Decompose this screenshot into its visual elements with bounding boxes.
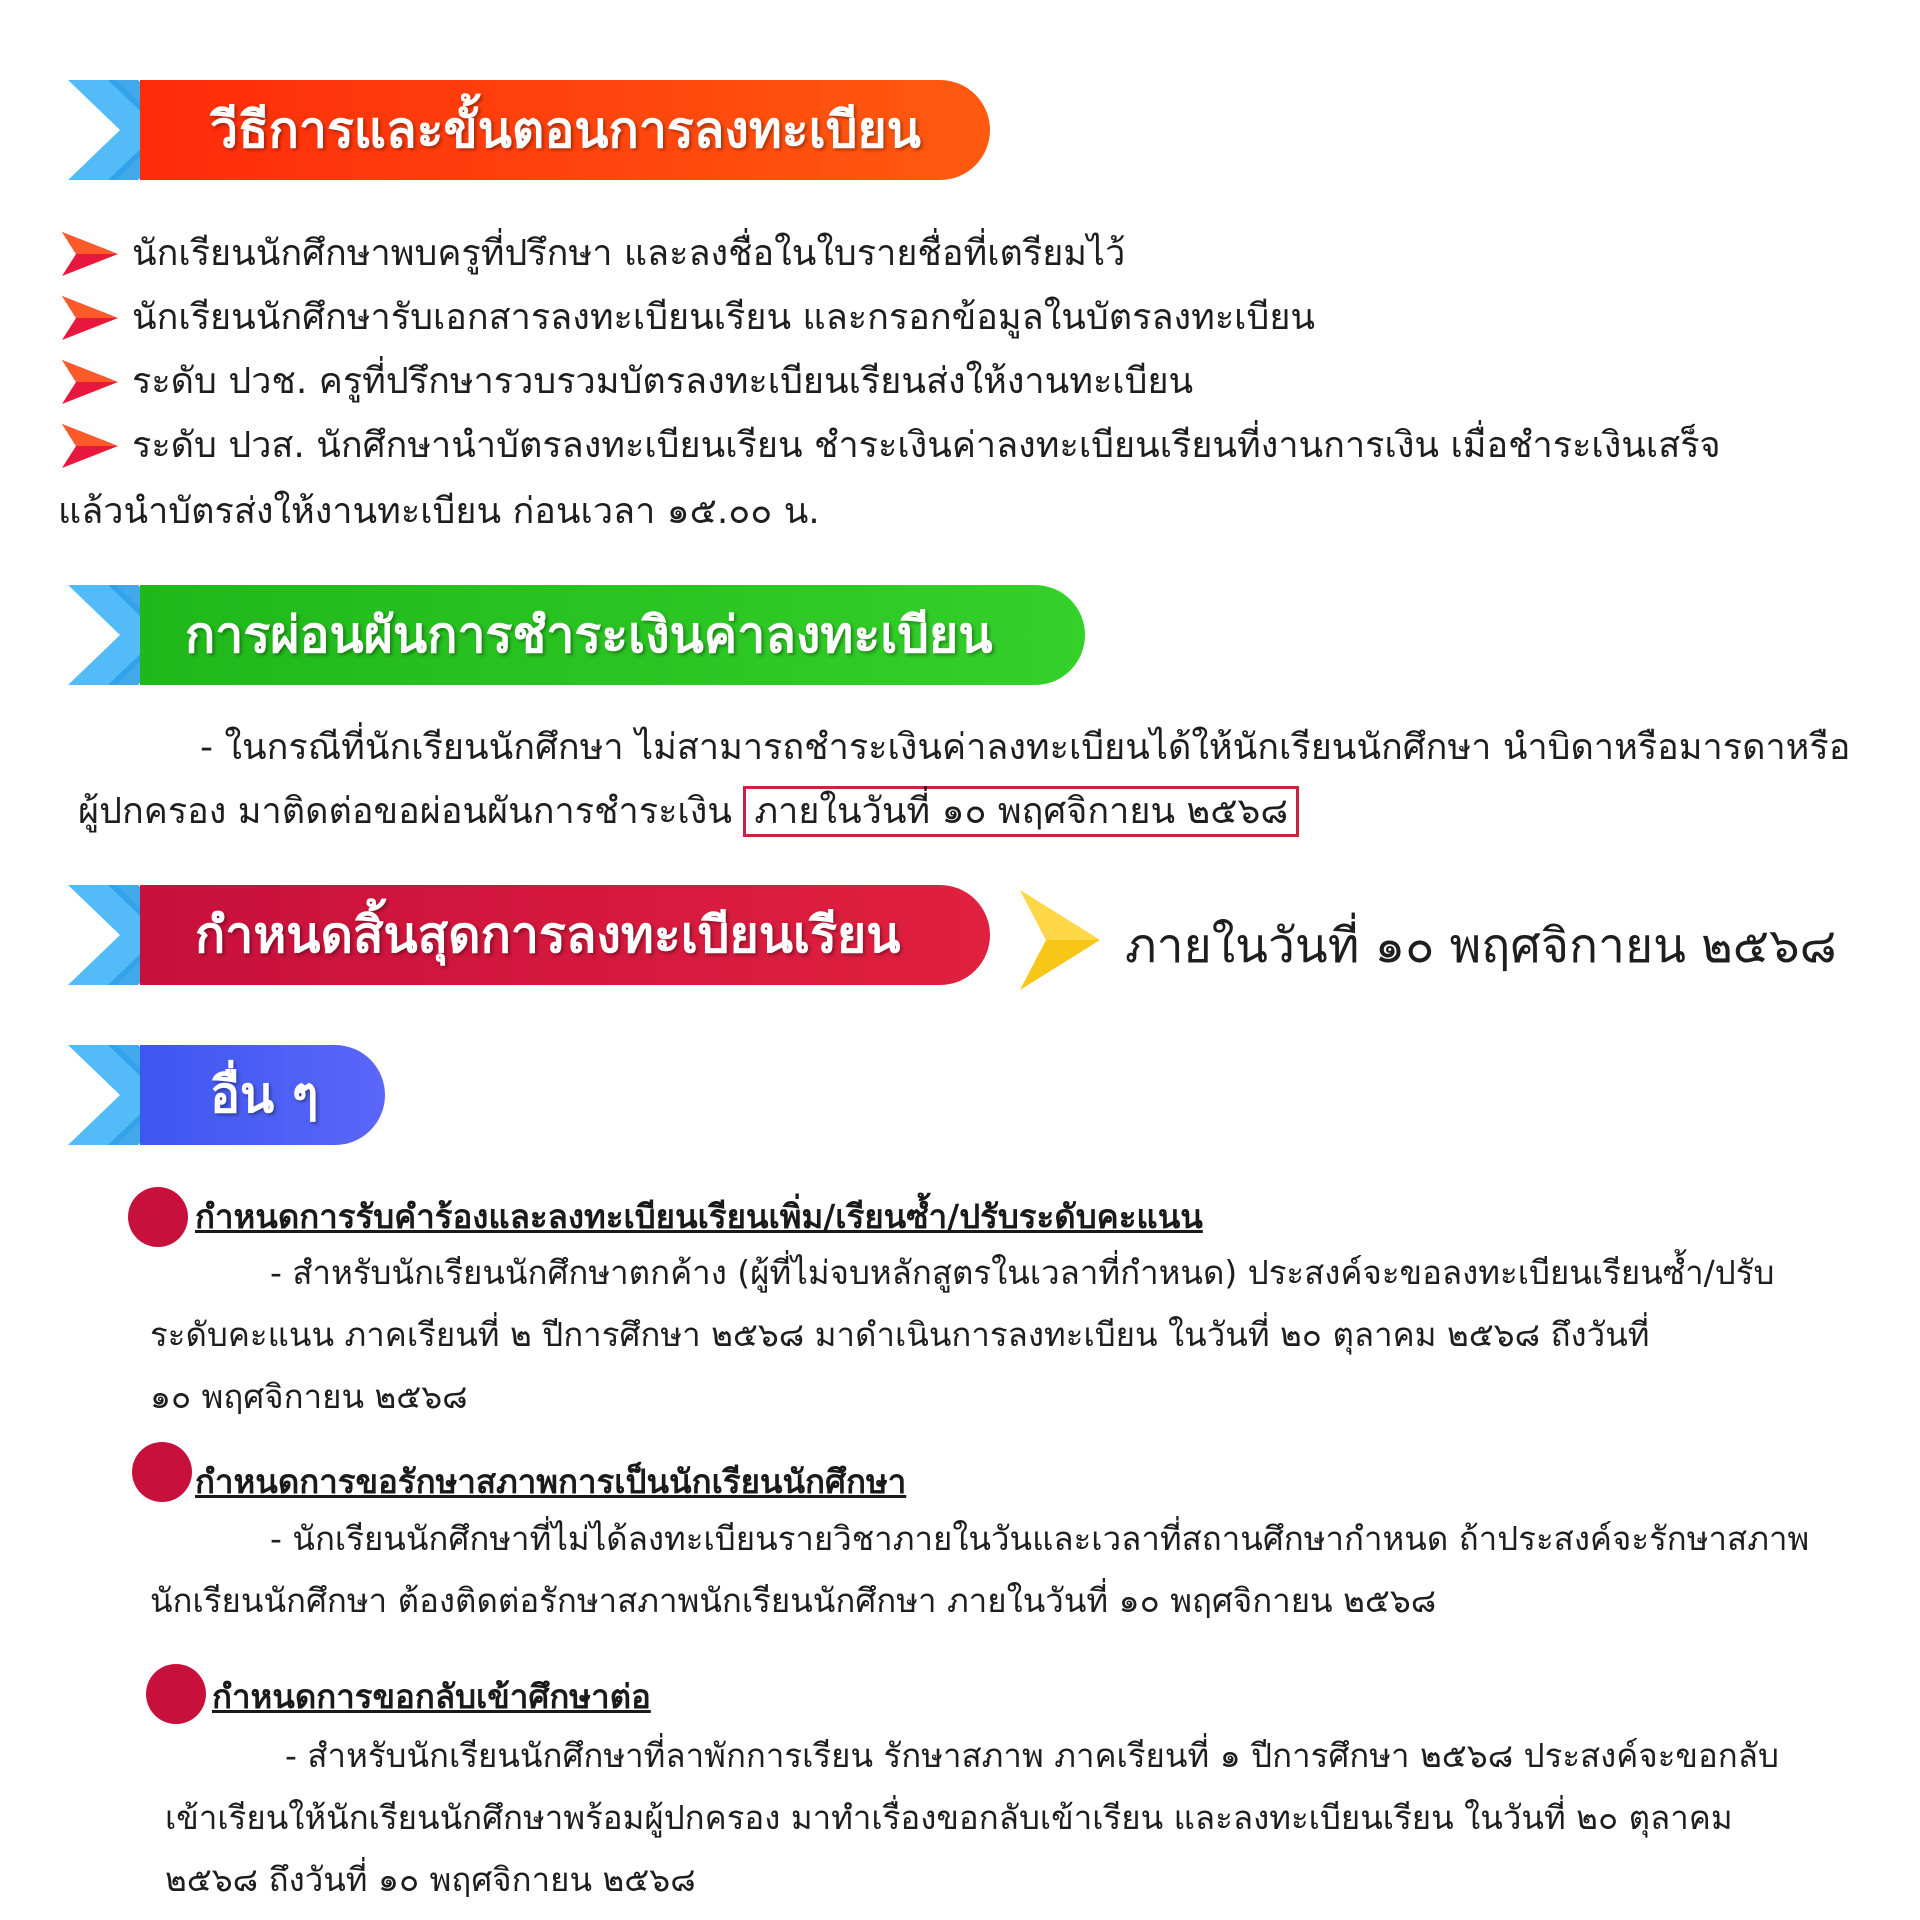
procedure-step [62, 416, 1721, 476]
deferment-title: การผ่อนผันการชำระเงินค่าลงทะเบียน [185, 605, 993, 664]
other-item-heading: กำหนดการรับคำร้องและลงทะเบียนเรียนเพิ่ม/เรียนซ้ำ/ปรับระดับคะแนน [195, 1197, 1203, 1236]
arrow-right-icon [62, 360, 118, 404]
procedure-title-banner [140, 80, 990, 180]
deferment-title-banner [140, 585, 1085, 685]
procedure-step-continuation: แล้วนำบัตรส่งให้งานทะเบียน ก่อนเวลา ๑๕.๐๐ น. [58, 491, 820, 532]
other-item-line: - นักเรียนนักศึกษาที่ไม่ได้ลงทะเบียนรายวิชาภายในวันและเวลาที่สถานศึกษากำหนด ถ้าประสงค์จะรักษาสภาพ [270, 1519, 1810, 1558]
other-item-line: นักเรียนนักศึกษา ต้องติดต่อรักษาสภาพนักเรียนนักศึกษา ภายในวันที่ ๑๐ พฤศจิกายน ๒๕๖๘ [150, 1581, 1437, 1620]
procedure-step [62, 352, 1193, 412]
procedure-step [62, 224, 1125, 284]
other-title: อื่น ๆ [210, 1065, 319, 1124]
arrow-right-icon [62, 232, 118, 276]
other-item-line: ระดับคะแนน ภาคเรียนที่ ๒ ปีการศึกษา ๒๕๖๘ มาดำเนินการลงทะเบียน ในวันที่ ๒๐ ตุลาคม ๒๕๖๘ ถึงวันที่ [150, 1315, 1650, 1354]
procedure-step-text: ระดับ ปวส. นักศึกษานำบัตรลงทะเบียนเรียน ชำระเงินค่าลงทะเบียนเรียนที่งานการเงิน เมื่อชำระเงินเสร็จ [132, 425, 1721, 466]
dot-icon [146, 1664, 206, 1724]
arrow-right-icon [1020, 890, 1100, 990]
procedure-title: วีธีการและขั้นตอนการลงทะเบียน [210, 100, 921, 159]
arrow-right-icon [62, 296, 118, 340]
deadline-date: ภายในวันที่ ๑๐ พฤศจิกายน ๒๕๖๘ [1125, 918, 1837, 974]
other-item-line: ๒๕๖๘ ถึงวันที่ ๑๐ พฤศจิกายน ๒๕๖๘ [165, 1860, 696, 1899]
deferment-line1: - ในกรณีที่นักเรียนนักศึกษา ไม่สามารถชำระเงินค่าลงทะเบียนได้ให้นักเรียนนักศึกษา นำบิดาหรือมารดาหรือ [200, 727, 1851, 768]
deferment-line2 [78, 782, 1299, 842]
other-item-line: - สำหรับนักเรียนนักศึกษาตกค้าง (ผู้ที่ไม่จบหลักสูตรในเวลาที่กำหนด) ประสงค์จะขอลงทะเบียนเรียนซ้ำ/ปรับ [270, 1253, 1775, 1292]
deadline-title: กำหนดสิ้นสุดการลงทะเบียนเรียน [195, 905, 901, 964]
procedure-step-text: นักเรียนนักศึกษาพบครูที่ปรึกษา และลงชื่อในใบรายชื่อที่เตรียมไว้ [132, 233, 1126, 274]
other-item-line: - สำหรับนักเรียนนักศึกษาที่ลาพักการเรียน รักษาสภาพ ภาคเรียนที่ ๑ ปีการศึกษา ๒๕๖๘ ประสงค์จะขอกลับ [285, 1736, 1779, 1775]
deferment-deadline-box: ภายในวันที่ ๑๐ พฤศจิกายน ๒๕๖๘ [743, 786, 1299, 837]
deferment-line2-text: ผู้ปกครอง มาติดต่อขอผ่อนผันการชำระเงิน [78, 791, 744, 832]
other-item-line: ๑๐ พฤศจิกายน ๒๕๖๘ [150, 1377, 468, 1416]
other-item-line: เข้าเรียนให้นักเรียนนักศึกษาพร้อมผู้ปกครอง มาทำเรื่องขอกลับเข้าเรียน และลงทะเบียนเรียน ในวันที่ ๒๐ ตุลาคม [165, 1798, 1733, 1837]
deadline-title-banner [140, 885, 990, 985]
procedure-step [62, 288, 1315, 348]
arrow-right-icon [62, 424, 118, 468]
procedure-step-text: นักเรียนนักศึกษารับเอกสารลงทะเบียนเรียน และกรอกข้อมูลในบัตรลงทะเบียน [132, 297, 1316, 338]
dot-icon [132, 1442, 192, 1502]
other-item-heading: กำหนดการขอรักษาสภาพการเป็นนักเรียนนักศึกษา [195, 1462, 907, 1501]
dot-icon [128, 1187, 188, 1247]
other-item-heading: กำหนดการขอกลับเข้าศึกษาต่อ [212, 1677, 651, 1716]
other-title-banner [140, 1045, 385, 1145]
procedure-step-text: ระดับ ปวช. ครูที่ปรึกษารวบรวมบัตรลงทะเบียนเรียนส่งให้งานทะเบียน [132, 361, 1194, 402]
